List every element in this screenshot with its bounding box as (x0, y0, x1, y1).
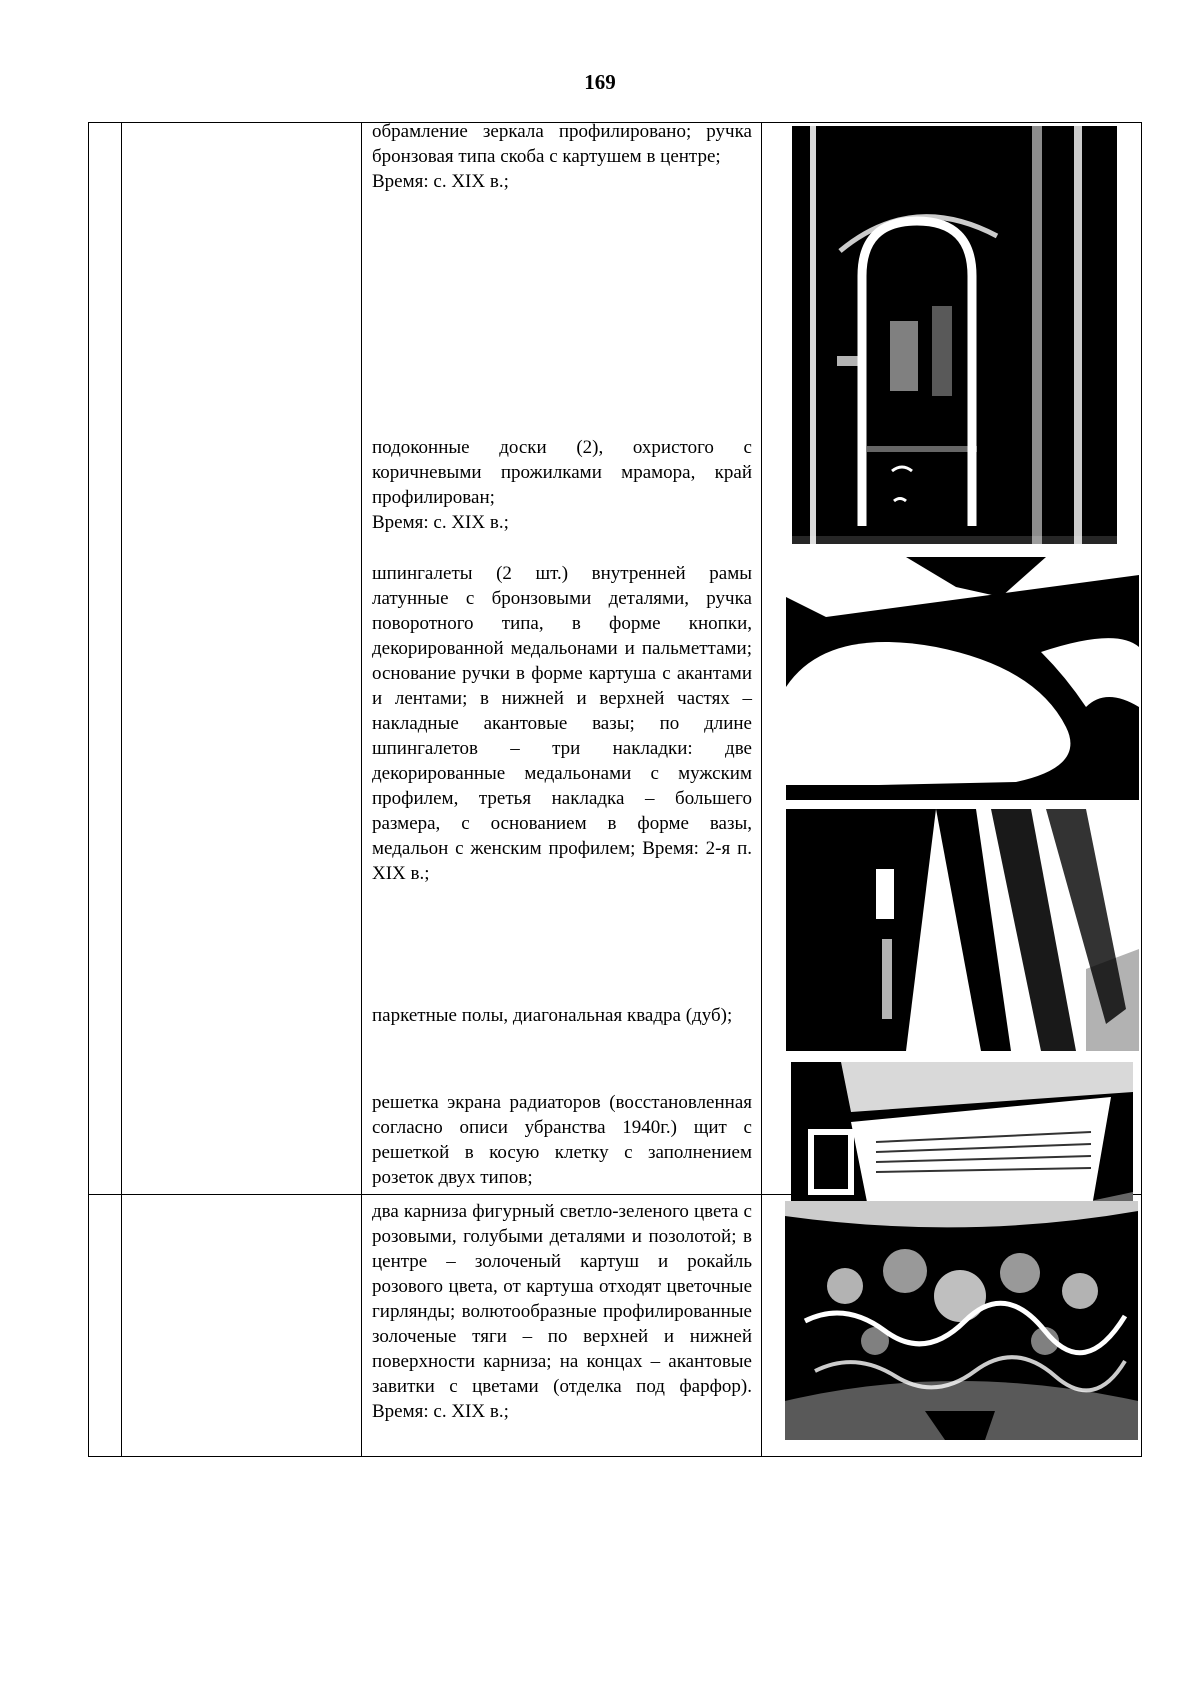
entry-cornices (372, 1199, 752, 1424)
entry-espagnolettes (372, 561, 752, 886)
entry-text: шпингалеты (2 шт.) внутренней рамы латунные с бронзовыми деталями, ручка поворотного типа, в форме кнопки, декорированной медальонами и пальметтами; основание ручки в форме картуша с акантами и лентами; в нижней и верхней частях – накладные акантовые вазы; по длине шпингалетов – три накладки: две декорированные медальонами с мужским профилем, третья накладка – большего размера, с основанием в форме вазы, медальон с женским профилем; Время: 2-я п. XIX в.; (372, 563, 752, 884)
column-divider (121, 1195, 122, 1456)
entry-time: Время: с. XIX в.; (372, 512, 509, 533)
entry-mirror-frame (372, 119, 752, 194)
photo-mirror-doorway (792, 126, 1117, 544)
table-row (88, 1195, 1142, 1457)
column-divider (121, 123, 122, 1194)
column-divider (361, 123, 362, 1194)
entry-text: обрамление зеркала профилировано; ручка бронзовая типа скоба с картушем в центре; (372, 121, 752, 167)
photo-icon (786, 809, 1139, 1051)
photo-icon (786, 557, 1139, 800)
table-row (88, 122, 1142, 1195)
photo-cornice (785, 1201, 1138, 1440)
entry-parquet (372, 1003, 747, 1028)
column-divider (761, 123, 762, 1194)
entry-radiator-grille (372, 1090, 752, 1190)
entry-text: два карниза фигурный светло-зеленого цвета с розовыми, голубыми деталями и позолотой; в центре – золоченый картуш и рокайль розового цвета, от картуша отходят цветочные гирлянды; волютообразные профилированные золоченые тяги – по верхней и нижней поверхности карниза; на концах – акантовые завитки с цветами (отделка под фарфор). Время: с. XIX в.; (372, 1201, 752, 1422)
photo-espagnolette-rod (786, 809, 1139, 1051)
photo-icon (792, 126, 1117, 544)
column-divider (361, 1195, 362, 1456)
page-number: 169 (584, 70, 616, 94)
entry-time: Время: с. XIX в.; (372, 171, 509, 192)
photo-icon (785, 1201, 1138, 1440)
entry-text: решетка экрана радиаторов (восстановленная согласно описи убранства 1940г.) щит с решеткой в косую клетку с заполнением розеток двух типов; (372, 1092, 752, 1188)
entry-window-sills (372, 435, 752, 535)
entry-text: подоконные доски (2), охристого с коричневыми прожилками мрамора, край профилирован; (372, 437, 752, 508)
column-divider (761, 1195, 762, 1456)
entry-text: паркетные полы, диагональная квадра (дуб); (372, 1005, 733, 1026)
photo-espagnolette-handle (786, 557, 1139, 800)
